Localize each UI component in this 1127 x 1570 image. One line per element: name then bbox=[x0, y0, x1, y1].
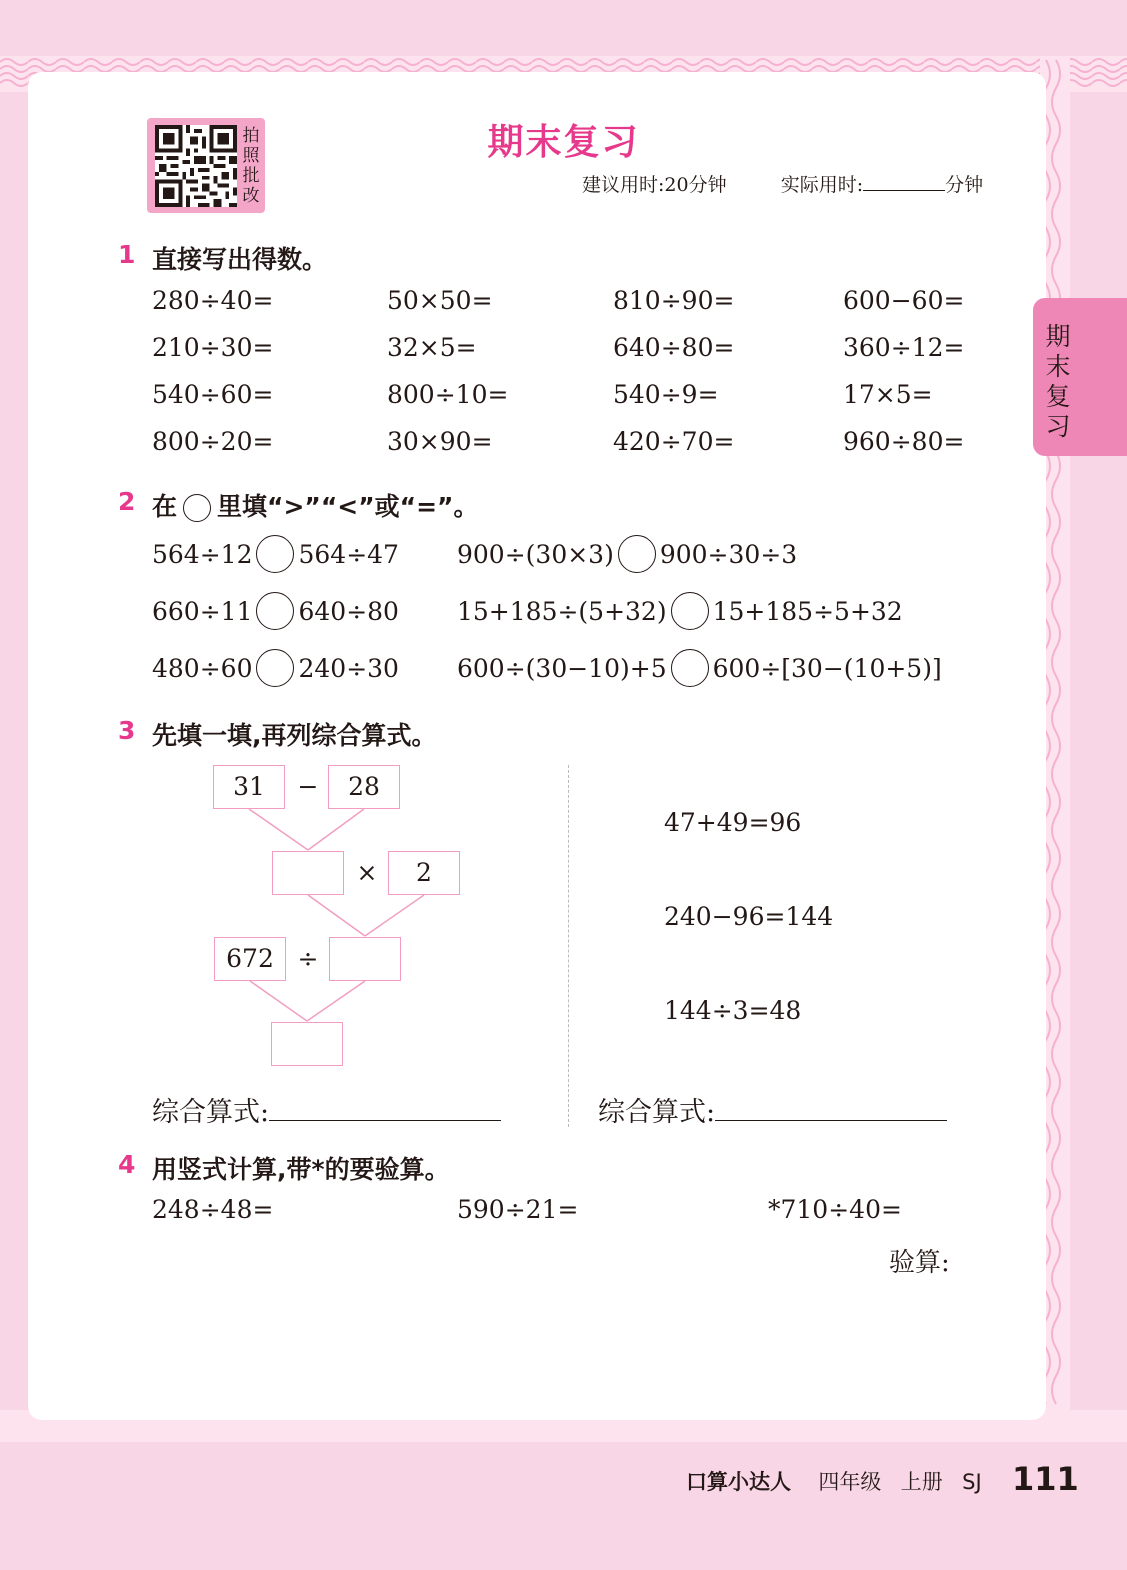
problem: 800÷10= bbox=[387, 380, 509, 409]
equation: 240−96=144 bbox=[664, 902, 834, 931]
section-2-number: 2 bbox=[118, 487, 136, 516]
qr-caption-char: 照 bbox=[242, 146, 260, 166]
expr-right: 240÷30 bbox=[298, 653, 399, 683]
tree-operator: − bbox=[297, 772, 319, 801]
expr-left: 15+185÷(5+32) bbox=[457, 596, 667, 626]
problem: 540÷9= bbox=[613, 380, 719, 409]
expr-left: 660÷11 bbox=[152, 596, 253, 626]
problem: 210÷30= bbox=[152, 333, 274, 362]
compare-circle[interactable] bbox=[256, 592, 294, 630]
tree-operator: ÷ bbox=[297, 944, 319, 973]
formula-input[interactable] bbox=[269, 1099, 501, 1121]
comparison-row bbox=[152, 592, 399, 630]
problem: 32×5= bbox=[387, 333, 477, 362]
formula-label: 综合算式: bbox=[598, 1097, 716, 1128]
problem: 600−60= bbox=[843, 286, 965, 315]
page-title: 期末复习 bbox=[487, 122, 640, 163]
time-info bbox=[582, 170, 983, 197]
section-2-title-before: 在 bbox=[152, 492, 178, 521]
side-tab-char: 末 bbox=[1045, 352, 1071, 381]
problem: 420÷70= bbox=[613, 427, 735, 456]
section-4-title: 用竖式计算,带*的要验算。 bbox=[152, 1155, 450, 1184]
comparison-row bbox=[457, 649, 942, 687]
compare-circle[interactable] bbox=[671, 649, 709, 687]
side-tab-char: 期 bbox=[1045, 322, 1071, 351]
comparison-row bbox=[457, 535, 797, 573]
section-4-number: 4 bbox=[118, 1150, 136, 1179]
dashed-divider bbox=[568, 765, 569, 1127]
problem: 540÷60= bbox=[152, 380, 274, 409]
problem: 17×5= bbox=[843, 380, 933, 409]
expr-right: 600÷[30−(10+5)] bbox=[712, 653, 942, 683]
problem: 280÷40= bbox=[152, 286, 274, 315]
tree-operator: × bbox=[356, 858, 378, 887]
side-tab-char: 习 bbox=[1045, 412, 1071, 441]
problem: 30×90= bbox=[387, 427, 493, 456]
footer-edition: SJ bbox=[962, 1470, 982, 1494]
qr-caption-char: 改 bbox=[242, 186, 260, 206]
comparison-row bbox=[152, 535, 399, 573]
side-tab-label bbox=[1041, 322, 1075, 442]
expr-left: 600÷(30−10)+5 bbox=[457, 653, 667, 683]
expr-left: 900÷(30×3) bbox=[457, 539, 614, 569]
footer bbox=[686, 1466, 982, 1496]
problem: 800÷20= bbox=[152, 427, 274, 456]
qr-caption-char: 拍 bbox=[242, 126, 260, 146]
tree-box-top-left: 31 bbox=[213, 765, 285, 809]
expr-right: 15+185÷5+32 bbox=[712, 596, 903, 626]
comparison-row bbox=[152, 649, 399, 687]
tree-box-answer[interactable] bbox=[272, 851, 344, 895]
footer-grade: 四年级 bbox=[818, 1470, 882, 1494]
equation: 47+49=96 bbox=[664, 808, 802, 837]
formula-label: 综合算式: bbox=[152, 1097, 270, 1128]
actual-time-label: 实际用时: bbox=[780, 174, 864, 196]
section-1-number: 1 bbox=[118, 240, 136, 269]
actual-time-input[interactable] bbox=[863, 173, 945, 191]
qr-caption-char: 批 bbox=[242, 166, 260, 186]
check-label: 验算: bbox=[889, 1248, 950, 1278]
tree-box-top-right: 28 bbox=[328, 765, 400, 809]
problem: *710÷40= bbox=[768, 1195, 902, 1224]
expr-right: 900÷30÷3 bbox=[659, 539, 798, 569]
page-number: 111 bbox=[1012, 1460, 1079, 1498]
section-3-title: 先填一填,再列综合算式。 bbox=[152, 721, 437, 750]
problem: 640÷80= bbox=[613, 333, 735, 362]
equation: 144÷3=48 bbox=[664, 996, 802, 1025]
comparison-row bbox=[457, 592, 903, 630]
section-1-title: 直接写出得数。 bbox=[152, 245, 328, 274]
problem: 810÷90= bbox=[613, 286, 735, 315]
section-2-title-after: 里填“>”“<”或“=”。 bbox=[217, 492, 479, 521]
side-tab-char: 复 bbox=[1045, 382, 1071, 411]
compare-circle[interactable] bbox=[671, 592, 709, 630]
suggested-time: 建议用时:20分钟 bbox=[582, 174, 727, 196]
compare-circle[interactable] bbox=[618, 535, 656, 573]
circle-icon bbox=[183, 494, 211, 522]
problem: 360÷12= bbox=[843, 333, 965, 362]
expr-right: 640÷80 bbox=[298, 596, 399, 626]
tree-box-answer[interactable] bbox=[271, 1022, 343, 1066]
compare-circle[interactable] bbox=[256, 535, 294, 573]
side-tab bbox=[1033, 298, 1127, 456]
expr-right: 564÷47 bbox=[298, 539, 399, 569]
problem: 590÷21= bbox=[457, 1195, 579, 1224]
footer-volume: 上册 bbox=[900, 1470, 943, 1494]
expr-left: 480÷60 bbox=[152, 653, 253, 683]
problem: 248÷48= bbox=[152, 1195, 274, 1224]
compare-circle[interactable] bbox=[256, 649, 294, 687]
expr-left: 564÷12 bbox=[152, 539, 253, 569]
formula-input[interactable] bbox=[715, 1099, 947, 1121]
problem: 50×50= bbox=[387, 286, 493, 315]
section-3-number: 3 bbox=[118, 716, 136, 745]
tree-box-answer[interactable] bbox=[329, 937, 401, 981]
section-2-title bbox=[152, 487, 478, 523]
actual-time-unit: 分钟 bbox=[945, 174, 984, 196]
footer-brand: 口算小达人 bbox=[686, 1470, 791, 1494]
problem: 960÷80= bbox=[843, 427, 965, 456]
tree-box-mid-right: 2 bbox=[388, 851, 460, 895]
formula-line-right bbox=[598, 1090, 947, 1129]
tree-box-lower-left: 672 bbox=[214, 937, 286, 981]
formula-line-left bbox=[152, 1090, 501, 1129]
